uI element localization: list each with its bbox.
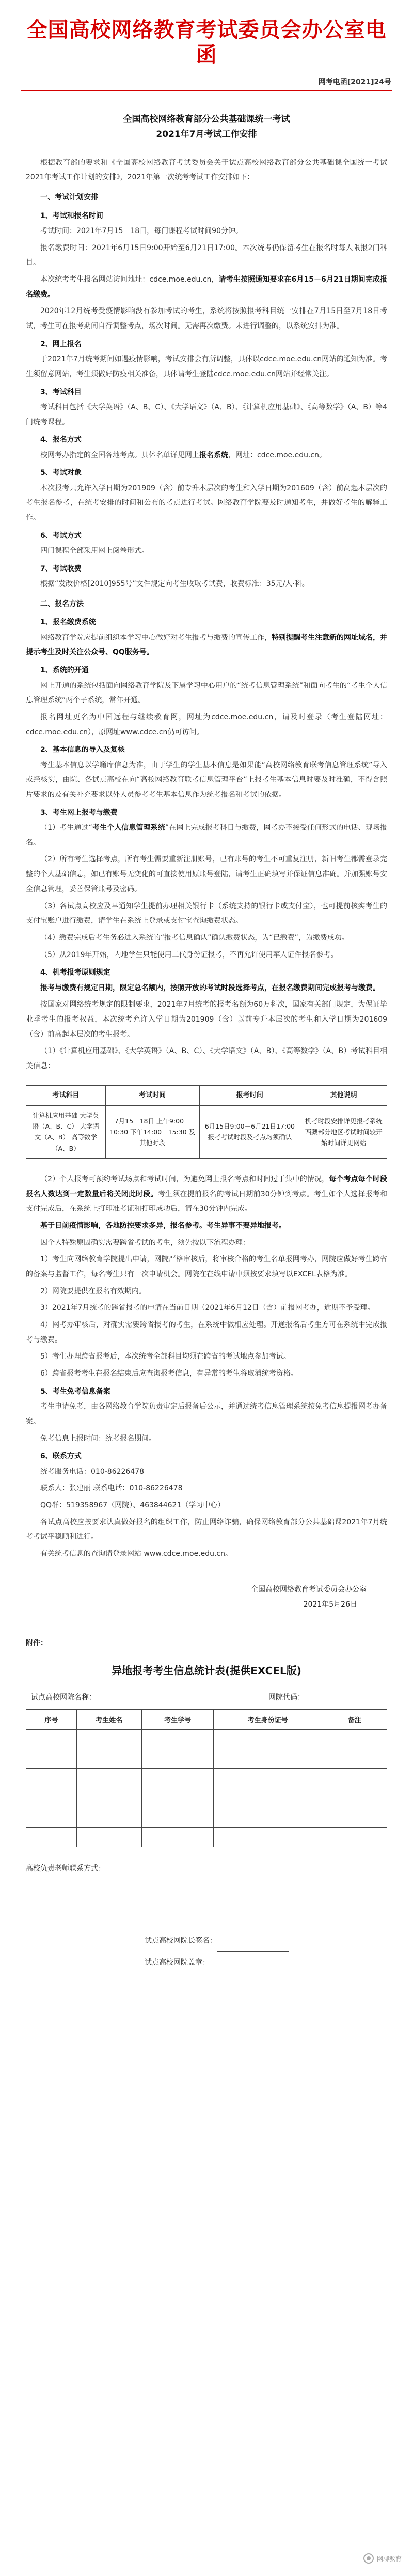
section-1-heading: 一、考试计划安排: [40, 193, 98, 202]
table-row: [26, 1768, 387, 1788]
cross-province-heading: 基于目前疫情影响，各地防控要求多异，报名参考。考生异事不要异地报考。: [40, 1221, 286, 1230]
doc-number: 网考电函[2021]24号: [318, 78, 391, 86]
s2-para1: [26, 630, 387, 660]
fee-text: 根据“发改价格[2010]955号”文件规定向考生收取考试费，收费标准：35元/人·科。: [40, 580, 309, 589]
signature-date: 2021年5月26日: [303, 1600, 357, 1609]
seal-blank[interactable]: [210, 1965, 282, 1973]
org-title: 全国高校网络教育考试委员会办公室电函: [26, 18, 387, 67]
table-cell[interactable]: [214, 1749, 322, 1768]
school-blank[interactable]: [96, 1694, 173, 1702]
s1-h7: 7、考试收费: [40, 564, 82, 573]
s1-h3: 3、考试科目: [40, 388, 82, 396]
s1-h1: 1、考试和报名时间: [40, 211, 103, 220]
sys-para2: 报名网址更名为中国远程与继续教育网，网址为cdce.moe.edu.cn，请及时登录（考生登陆网址：cdce.moe.edu.cn），原网址www.cdce.cn仍可访问。: [26, 713, 387, 736]
sys-heading: 1、系统的开通: [40, 666, 89, 675]
sys-para1: 网上开通的系统包括面向网络教育学院及下属学习中心用户的“统考信息管理系统”和面向考生的“考生个人信息管理系统”两个子系统，常年开通。: [26, 681, 387, 705]
table-cell[interactable]: [141, 1729, 214, 1749]
schedule-col-subject: 考试科目: [26, 1085, 106, 1105]
exam-time: 考试时间：2021年7月15－18日，每门课程考试时间90分钟。: [40, 226, 243, 235]
dean-signature-label: 试点高校网院长签名：: [145, 1936, 217, 1945]
schedule-col-time: 考试时间: [105, 1085, 199, 1105]
contact-heading: 6、联系方式: [40, 1452, 82, 1461]
table-cell[interactable]: [141, 1827, 214, 1847]
code-blank[interactable]: [305, 1694, 382, 1702]
cross-step-2: 2）网院要提供在报名有效期内。: [40, 1287, 146, 1295]
s1-h5: 5、考试对象: [40, 469, 82, 477]
school-label: 试点高校网院名称：: [31, 1693, 96, 1702]
table-cell[interactable]: [76, 1788, 141, 1808]
info-col-id: 考生学号: [141, 1709, 214, 1729]
table-row: [26, 1827, 387, 1847]
dean-signature-line: [145, 1930, 387, 1952]
schedule-subjects: 计算机应用基础 大学英语（A、B、C） 大学语文（A、B） 高等数学（A、B）: [26, 1105, 106, 1158]
s2-para1-bold: 特别提醒考生注意新的网址域名，并提示考生及时关注公众号、QQ服务号。: [26, 633, 387, 657]
attachment-label: 附件：: [26, 1639, 47, 1647]
note-pre: （2）个人报考可预约考试场点和考试时间，为避免网上报名考点和时间过于集中的情况，: [40, 1175, 329, 1183]
attachment-title: 异地报考考生信息统计表(提供EXCEL版): [112, 1664, 301, 1677]
code-label: 网院代码：: [268, 1693, 305, 1702]
table-cell[interactable]: [26, 1729, 77, 1749]
main-title-line2: 2021年7月考试工作安排: [156, 129, 257, 140]
reg-note-plain: 本次统考考生报名网站访问地址：cdce.moe.edu.cn，: [40, 275, 219, 284]
main-title-line1: 全国高校网络教育部分公共基础课统一考试: [123, 114, 290, 125]
document-body: [0, 142, 413, 1973]
table-cell[interactable]: [214, 1827, 322, 1847]
exempt-record-heading: 5、考生免考信息备案: [40, 1387, 110, 1396]
info-col-name: 考生姓名: [76, 1709, 141, 1729]
schedule-reg-time: 6月15日9:00－6月21日17:00 报考考试时段及考点均须确认: [199, 1105, 300, 1158]
signature-org: 全国高校网络教育考试委员会办公室: [251, 1585, 367, 1594]
table-cell[interactable]: [214, 1729, 322, 1749]
reg-step-1-post: ”在网上完成报考科目与缴费，网考办不接受任何形式的电话、现场报名。: [26, 824, 387, 847]
cross-para-1: 因个人特殊原因确实需要跨省考试的考生，须先按以下流程办理：: [40, 1238, 250, 1247]
reg-step-4: （4）缴费完成后考生务必进入系统的“报考信息确认”确认缴费状态，为“已缴费”，为缴费成功。: [40, 933, 349, 942]
table-cell[interactable]: [76, 1827, 141, 1847]
table-cell[interactable]: [26, 1749, 77, 1768]
table-cell[interactable]: [322, 1788, 387, 1808]
target-text: 本次报考只允许入学日期为201909（含）前专升本层次的考生和入学日期为201609（含）前高起本层次的考生报名参考，在统考安排的时间和公布的考点进行考试。网络教育学院要及时通知考生，并做好考生的解释工作。: [26, 484, 387, 522]
table-cell[interactable]: [214, 1768, 322, 1788]
attachment-form-line: [26, 1692, 387, 1702]
mode-text: 四门课程全部采用网上阅卷形式。: [40, 547, 149, 556]
reg-step-1: [26, 821, 387, 850]
table-cell[interactable]: [214, 1788, 322, 1808]
exempt-para-2: 按国家对网络统考规定的限制要求，2021年7月统考的报考名额为60万科次，国家有关部门规定，为保证毕业季考生的报考权益，本次统考允许入学日期为201909（含）以前专升本层次的考生和入学日期为201609（含）前高起本层次的考生报考。: [26, 1000, 387, 1039]
reg-note-bold: 请考生按照通知要求在6月15－6月21日期间完成报名缴费。: [26, 275, 387, 299]
exempt-heading: 4、机考报考原则规定: [40, 968, 110, 977]
table-cell[interactable]: [141, 1808, 214, 1827]
dean-signature-blank[interactable]: [217, 1943, 289, 1952]
method-text: [26, 448, 387, 463]
table-cell[interactable]: [26, 1768, 77, 1788]
signature-block: [26, 1582, 387, 1613]
exempt-record-para-2: 免考信息上报时间：统考报名期间。: [40, 1434, 156, 1443]
note-para: [26, 1172, 387, 1216]
letterhead: [0, 0, 413, 87]
contact-line-2: 联系人：张建丽 联系电话：010-86226478: [40, 1484, 183, 1493]
contact-line-3: QQ群：519358967（网院）、463844621（学习中心）: [40, 1501, 225, 1510]
reg-step-2: （2）所有考生选择考点，所有考生需要重新注册账号，已有账号的考生不可重复注册，新旧考生都需登录完整的个人基础信息，如已有账号无变化的可直接使用原账号登陆，请考生正确填写并保证信息准确。并加强账号安全信息管理，妥善保管账号及密码。: [26, 855, 387, 893]
cross-step-6: 6）跨省报考考生在报名结束后应查询报考信息，有异常的考生将取消统考资格。: [40, 1369, 298, 1378]
watermark: [363, 2553, 402, 2564]
reg-step-1-pre: （1）考生通过“: [40, 824, 92, 832]
table-cell[interactable]: [322, 1827, 387, 1847]
contact-line-5: 有关统考信息的查询请登录网站 www.cdce.moe.edu.cn。: [40, 1550, 232, 1559]
reg-note: [26, 272, 387, 302]
schedule-header-row: [26, 1085, 387, 1105]
s1-h2: 2、网上报名: [40, 340, 82, 348]
reg-step-5: （5）从2019年开始，内地学生只能使用二代身份证报考，不再允许使用军人证件报名参考。: [40, 950, 338, 959]
seal-line: [145, 1952, 387, 1973]
candidate-info-table: [26, 1709, 387, 1847]
table-cell[interactable]: [76, 1749, 141, 1768]
code-field: [268, 1692, 382, 1702]
table-cell[interactable]: [322, 1749, 387, 1768]
schedule-table: [26, 1085, 387, 1159]
table-cell[interactable]: [76, 1729, 141, 1749]
contact-line-4: 各试点高校应按要求认真做好报名的组织工作，防止网络诈骗，确保网络教育部分公共基础课2021年7月统考考试平稳顺利进行。: [26, 1518, 387, 1541]
schedule-col-reg: 报考时间: [199, 1085, 300, 1105]
schedule-other: 机考时段安排详见报考系统 西藏部分地区考试时间较开始时间详见网站: [300, 1105, 387, 1158]
cross-step-1: 1）考生向网络教育学院提出申请，网院严格审核后，将审核合格的考生名单报网考办，网院应做好考生跨省的备案与监督工作，每名考生只有一次申请机会。网院在在线申请中须按要求填写以EXCEL表格为准。: [26, 1255, 387, 1279]
table-row: [26, 1788, 387, 1808]
info-header-row: [26, 1709, 387, 1729]
table-row: [26, 1749, 387, 1768]
wechat-logo-icon: [363, 2553, 374, 2564]
reg-step-1-bold: 考生个人信息管理系统: [92, 824, 165, 832]
s1-h4: 4、报名方式: [40, 436, 82, 444]
teacher-contact-line: [26, 1863, 387, 1873]
exempt-para-3: （1）《计算机应用基础》、《大学英语》（A、B、C）、《大学语文》（A、B）、《高等数学》（A、B）考试科目相关信息：: [26, 1047, 387, 1071]
table-cell[interactable]: [26, 1827, 77, 1847]
cross-step-3: 3）2021年7月统考的跨省报考的申请在当前日期（2021年6月12日（含）前报网考办，逾期不予受理。: [40, 1304, 375, 1313]
exempt-record-para-1: 考生申请免考，由各网络教育学院负责审定后报备后公示，并通过统考信息管理系统按免考信息提报网考办备案。: [26, 1402, 387, 1426]
teacher-contact-label: 高校负责老师联系方式：: [26, 1864, 105, 1873]
table-cell[interactable]: [214, 1808, 322, 1827]
info-col-remark: 备注: [322, 1709, 387, 1729]
exempt-para-1: 报考与缴费有规定日期，限定总名额内，按照开放的考试时段选择考点，在报名缴费期间完成报考与缴费。: [40, 983, 380, 992]
main-title: [0, 112, 413, 142]
table-cell[interactable]: [76, 1808, 141, 1827]
seal-label: 试点高校网院盖章：: [145, 1958, 210, 1967]
section-2-heading: 二、报名方法: [40, 599, 84, 608]
schedule-exam-time: 7月15－18日 上午9:00－10:30 下午14:00－15:30 及其他时段: [105, 1105, 199, 1158]
attachment-signature-block: [26, 1930, 387, 1973]
note-bold: 每个考点每个时段报名人数达到一定数量后将关闭此时段。: [26, 1175, 388, 1198]
cross-step-4: 4）网考办审核后，对确实需要跨省报考的考生，在系统中做相应处理。开通报名后考生方可在系统中完成报考与缴费。: [26, 1321, 387, 1344]
red-divider: [21, 90, 392, 91]
s2-h1: 1、报名缴费系统: [40, 618, 96, 627]
table-cell[interactable]: [322, 1768, 387, 1788]
watermark-text: 网聊教育: [376, 2555, 402, 2563]
table-cell[interactable]: [26, 1808, 77, 1827]
s2-para1-plain: 网络教育学院应提前组织本学习中心做好对考生报考与缴费的宣传工作，: [40, 633, 272, 642]
intro-paragraph: 根据教育部的要求和《全国高校网络教育考试委员会关于试点高校网络教育部分公共基础课全国统一考试2021年考试工作计划的安排》，2021年第一次统考考试工作安排如下：: [26, 158, 387, 182]
info-col-idcard: 考生身份证号: [214, 1709, 322, 1729]
table-cell[interactable]: [141, 1768, 214, 1788]
table-cell[interactable]: [76, 1768, 141, 1788]
info-col-no: 序号: [26, 1709, 77, 1729]
cross-step-5: 5）考生办理跨省报考后，本次统考全部科目均须在跨省的考试地点参加考试。: [40, 1352, 291, 1361]
subjects-text: 考试科目包括《大学英语》（A、B、C）、《大学语文》（A、B）、《计算机应用基础》、《高等数学》（A、B）等4门统考课程。: [26, 403, 387, 426]
table-cell[interactable]: [322, 1729, 387, 1749]
s1-h6: 6、考试方式: [40, 531, 82, 540]
table-cell[interactable]: [141, 1788, 214, 1808]
table-row: [26, 1808, 387, 1827]
schedule-row: [26, 1105, 387, 1158]
table-cell[interactable]: [26, 1788, 77, 1808]
method-bold: 报名系统: [199, 451, 228, 459]
method-tail: ，网址：cdce.moe.edu.cn。: [228, 451, 327, 459]
school-field: [31, 1692, 173, 1702]
schedule-col-other: 其他说明: [300, 1085, 387, 1105]
info-para: 考生基本信息以学籍库信息为准，由于学生的学生基本信息是如果能“高校网络教育联考信息管理系统”导入或经核实，由院、各试点高校在向“高校网络教育联考信息管理平台”上报考生基本信息时要及时准确，不得含照片要求的及有关补充要求以外人员参考考生基本信息作为统考报名和考试的依据。: [26, 761, 387, 799]
table-row: [26, 1729, 387, 1749]
reg-time: 报名缴费时间：2021年6月15日9:00开始至6月21日17:00。本次统考仍保留考生在报名时每人限报2门科目。: [26, 243, 387, 267]
table-cell[interactable]: [141, 1749, 214, 1768]
teacher-contact-blank[interactable]: [105, 1865, 209, 1873]
method-plain: 校网考办指定的全国各地考点。具体名单详见网上: [40, 451, 199, 459]
contact-line-1: 统考服务电话：010-86226478: [40, 1467, 145, 1476]
online-reg-text: 于2021年7月统考期间如遇疫情影响，考试安排会有所调整，具体以cdce.moe.edu.cn网站的通知为准。考生须留意网站，考生须做好防疫相关准备，具体请考生登陆cdce.moe.edu.cn网站并经常关注。: [26, 355, 387, 378]
reg-heading: 3、考生网上报考与缴费: [40, 808, 118, 817]
note-post: 考生须在提前报名的考试日期前30分钟到考点。考生如个人选择报考和支付完成后，在系统上打印准考证和打印成功后，请在30分钟内完成。: [26, 1190, 387, 1213]
covid-note: 2020年12月统考受疫情影响没有参加考试的考生，系统将按照报考科目统一安排在7月15日至7月18日考试，考生可在报考期间自行调整考点，场次时间。无需再次缴费。未进行调整的，以系统安排为准。: [26, 307, 387, 331]
table-cell[interactable]: [322, 1808, 387, 1827]
info-heading: 2、基本信息的导入及复核: [40, 746, 125, 754]
reg-step-3: （3）各试点高校应及早通知学生提前办理相关银行卡（系统支持的银行卡或支付宝），也可提前核实考生的支付宝账户进行缴费，请学生在系统上登录或支付宝查询缴费状态。: [26, 902, 387, 925]
